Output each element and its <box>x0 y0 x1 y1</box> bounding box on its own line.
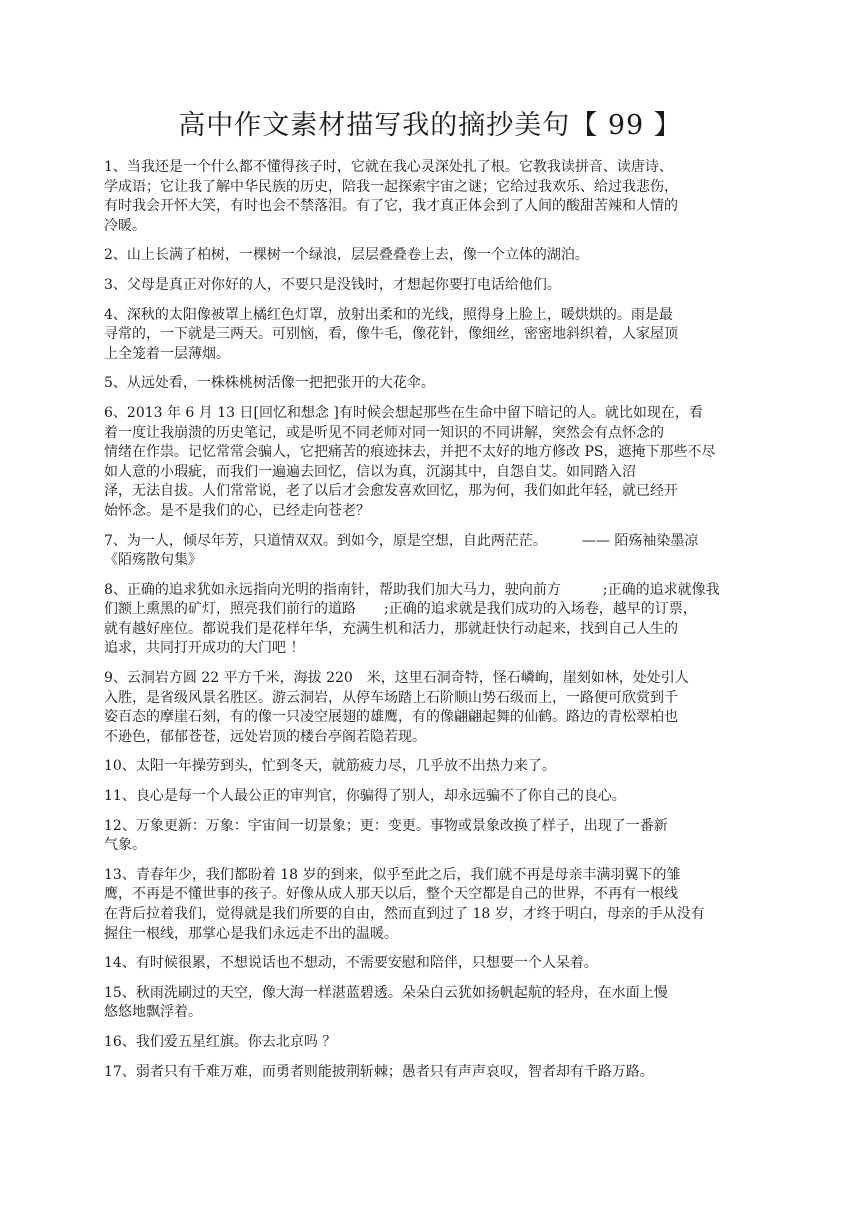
paragraph-6: 6、2013 年 6 月 13 日[回忆和想念 ]有时候会想起那些在生命中留下暗记的人。就比如现在，看 着一度让我崩溃的历史笔记，或是听见不同老师对同一知识的不同讲解，突然会有点怀念的 情绪在作祟。记忆常常会骗人，它把痛苦的痕迹抹去，并把不太好的地方修改 PS，遮掩下那些不尽 如人意的小瑕疵，而我们一遍遍去回忆，信以为真，沉溺其中，自怨自艾。如同踏入沼 泽，无法自拔。人们常常说，老了以后才会愈发喜欢回忆，那为何，我们如此年轻，就已经开 始怀念。是不是我们的心，已经走向苍老？ <box>104 404 716 519</box>
paragraph-5: 5、从远处看，一株株桃树活像一把把张开的大花伞。 <box>104 375 435 392</box>
paragraph-2: 2、山上长满了柏树，一棵树一个绿浪，层层叠叠卷上去，像一个立体的湖泊。 <box>104 247 589 264</box>
paragraph-16: 16、我们爱五星红旗。你去北京吗 ？ <box>104 1033 337 1050</box>
paragraph-9: 9、云洞岩方圆 22 平方千米，海拔 220 米，这里石洞奇特，怪石嶙峋，崖刻如林，处处引人 入胜，是省级风景名胜区。游云洞岩，从停车场踏上石阶顺山势石级而上，一路便可欣赏到千 姿百态的摩崖石刻，有的像一只凌空展翅的雄鹰，有的像翩翩起舞的仙鹤。路边的青松翠柏也 不逊色，郁郁苍苍，远处岩顶的楼台亭阁若隐若现。 <box>104 670 689 745</box>
paragraph-12: 12、万象更新：万象：宇宙间一切景象；更：变更。事物或景象改换了样子，出现了一番新 气象。 <box>104 817 668 854</box>
paragraph-3: 3、父母是真正对你好的人，不要只是没钱时，才想起你要打电话给他们。 <box>104 276 561 293</box>
paragraph-10: 10、太阳一年操劳到头，忙到冬天，就筋疲力尽，几乎放不出热力来了。 <box>104 758 556 775</box>
paragraph-13: 13、青春年少，我们都盼着 18 岁的到来，似乎至此之后，我们就不再是母亲丰满羽翼下的雏 鹰，不再是不懂世事的孩子。好像从成人那天以后，整个天空都是自己的世界，不再有一根线 在背后拉着我们，觉得就是我们所要的自由，然而直到过了 18 岁，才终于明白，母亲的手从没有 握住一根线，那掌心是我们永远走不出的温暖。 <box>104 866 705 942</box>
paragraph-15: 15、秋雨洗刷过的天空，像大海一样湛蓝碧透。朵朵白云犹如扬帆起航的轻舟，在水面上慢 悠悠地飘浮着。 <box>104 984 668 1021</box>
page-title: 高中作文素材描写我的摘抄美句【 99 】 <box>178 110 682 141</box>
paragraph-11: 11、良心是每一个人最公正的审判官，你骗得了别人，却永远骗不了你自己的良心。 <box>104 788 626 805</box>
paragraph-17: 17、弱者只有千难万难，而勇者则能披荆斩棘；愚者只有声声哀叹，智者却有千路万路。 <box>104 1063 654 1080</box>
paragraph-8: 8、正确的追求犹如永远指向光明的指南针，帮助我们加大马力，驶向前方 ;正确的追求就像我 们额上熏黑的矿灯，照亮我们前行的道路 ;正确的追求就是我们成功的入场卷，越早的订票， 就有越好座位。都说我们是花样年华，充满生机和活力，那就赶快行动起来，找到自己人生的 追求，共同打开成功的大门吧 ！ <box>104 581 720 657</box>
document-body <box>104 158 749 1092</box>
paragraph-4: 4、深秋的太阳像被罩上橘红色灯罩，放射出柔和的光线，照得身上脸上，暖烘烘的。雨是最 寻常的，一下就是三两天。可别恼，看，像牛毛，像花针，像细丝，密密地斜织着，人家屋顶 上全笼着一层薄烟。 <box>104 306 678 362</box>
paragraph-14: 14、有时候很累，不想说话也不想动，不需要安慰和陪伴，只想要一个人呆着。 <box>104 955 598 972</box>
paragraph-7: 7、为一人，倾尽年芳，只道情双双。到如今，原是空想，自此两茫茫。 —— 陌殇袖染墨凉 《陌殇散句集》 <box>104 532 699 569</box>
paragraph-1: 1、当我还是一个什么都不懂得孩子时，它就在我心灵深处扎了根。它教我读拼音、读唐诗、 学成语；它让我了解中华民族的历史，陪我一起探索宇宙之谜；它给过我欢乐、给过我悲伤， 有时我会开怀大笑，有时也会不禁落泪。有了它，我才真正体会到了人间的酸甜苦辣和人情的 冷暖。 <box>104 159 678 234</box>
